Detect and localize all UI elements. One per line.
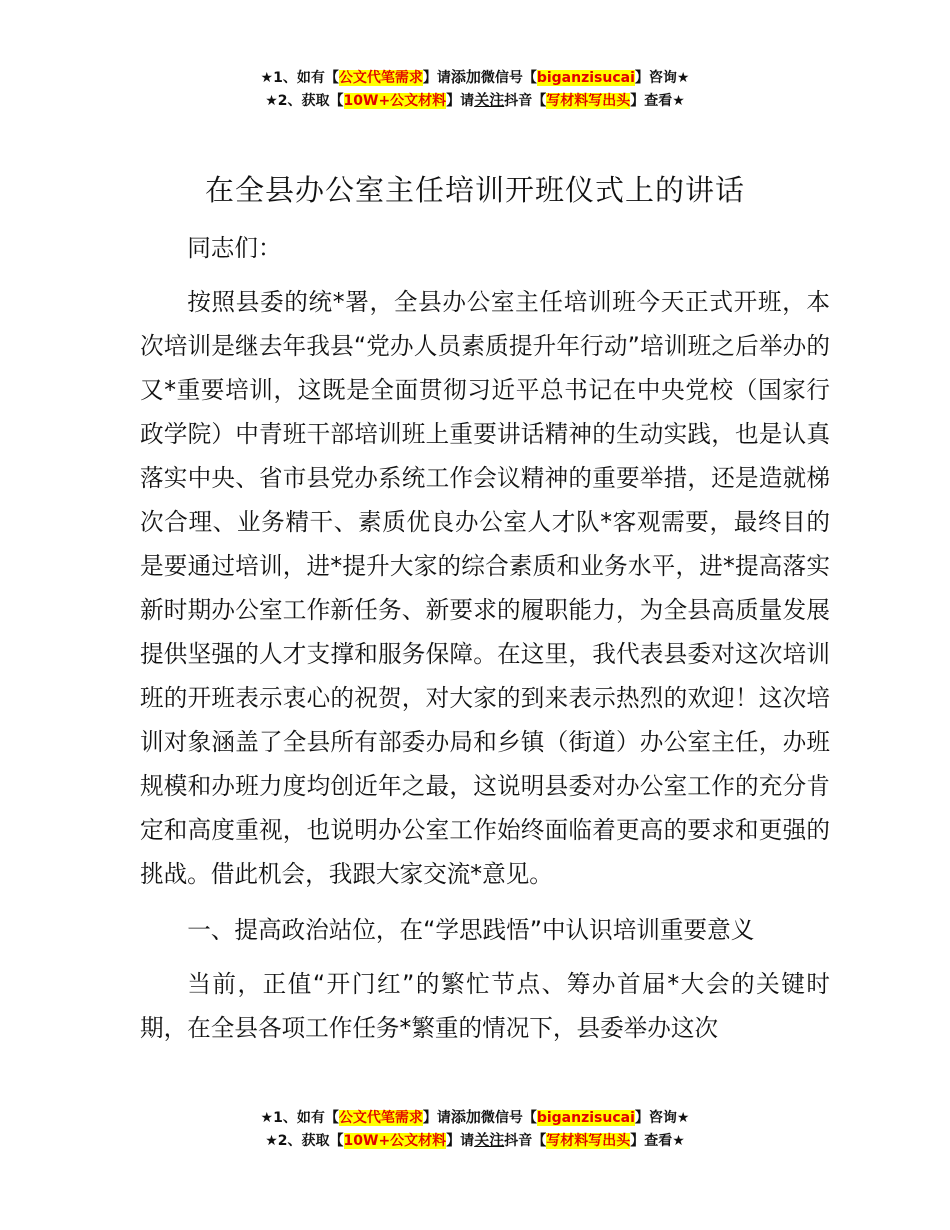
banner-line-1 bbox=[0, 1106, 950, 1129]
banner-text: 】咨询★ bbox=[634, 70, 690, 86]
banner-text: ★1、如有【 bbox=[260, 1110, 339, 1126]
banner-text: ★2、获取【 bbox=[265, 1133, 344, 1149]
highlight-text: 10W+公文材料 bbox=[343, 1133, 447, 1149]
highlight-text: 公文代笔需求 bbox=[338, 1110, 423, 1126]
banner-text: 】请 bbox=[422, 70, 451, 86]
wechat-id: biganzisucai bbox=[536, 1110, 635, 1126]
document-title: 在全县办公室主任培训开班仪式上的讲话 bbox=[204, 173, 745, 207]
banner-text: 】查看★ bbox=[630, 1133, 685, 1149]
banner-text: 抖音【 bbox=[504, 93, 547, 109]
banner-text: 添加 bbox=[450, 68, 481, 86]
banner-text: 】咨询★ bbox=[634, 1110, 690, 1126]
douyin-id: 写材料写出头 bbox=[546, 93, 631, 109]
banner-text: 】请 bbox=[422, 1110, 451, 1126]
banner-line-2 bbox=[0, 1129, 950, 1152]
banner-text: 】请 bbox=[446, 93, 475, 109]
header-banner bbox=[0, 66, 950, 112]
banner-line-2 bbox=[0, 89, 950, 112]
banner-line-1 bbox=[0, 66, 950, 89]
banner-text: 抖音【 bbox=[504, 1133, 547, 1149]
banner-text: 微信号【 bbox=[480, 1110, 537, 1126]
highlight-text: 10W+公文材料 bbox=[343, 93, 447, 109]
document-body bbox=[140, 226, 830, 1050]
footer-banner bbox=[0, 1106, 950, 1152]
paragraph: 当前，正值“开门红”的繁忙节点、筹办首届*大会的关键时期，在全县各项工作任务*繁重的情况下，县委举办这次 bbox=[140, 970, 830, 1042]
banner-text: 微信号【 bbox=[480, 70, 537, 86]
greeting: 同志们： bbox=[187, 234, 282, 262]
banner-text: ★2、获取【 bbox=[265, 93, 344, 109]
banner-text: 关注 bbox=[474, 91, 505, 109]
banner-text: ★1、如有【 bbox=[260, 70, 339, 86]
section-heading: 一、提高政治站位，在“学思践悟”中认识培训重要意义 bbox=[187, 916, 755, 944]
highlight-text: 公文代笔需求 bbox=[338, 70, 423, 86]
banner-text: 】查看★ bbox=[630, 93, 685, 109]
douyin-id: 写材料写出头 bbox=[546, 1133, 631, 1149]
banner-text: 关注 bbox=[474, 1131, 505, 1149]
banner-text: 】请 bbox=[446, 1133, 475, 1149]
banner-text: 添加 bbox=[450, 1108, 481, 1126]
paragraph: 按照县委的统*署，全县办公室主任培训班今天正式开班，本次培训是继去年我县“党办人员素质提升年行动”培训班之后举办的又*重要培训，这既是全面贯彻习近平总书记在中央党校（国家行政学院）中青班干部培训班上重要讲话精神的生动实践，也是认真落实中央、省市县党办系统工作会议精神的重要举措，还是造就梯次合理、业务精干、素质优良办公室人才队*客观需要，最终目的是要通过培训，进*提升大家的综合素质和业务水平，进*提高落实新时期办公室工作新任务、新要求的履职能力，为全县高质量发展提供坚强的人才支撑和服务保障。在这里，我代表县委对这次培训班的开班表示衷心的祝贺，对大家的到来表示热烈的欢迎！这次培训对象涵盖了全县所有部委办局和乡镇（街道）办公室主任，办班规模和办班力度均创近年之最，这说明县委对办公室工作的充分肯定和高度重视，也说明办公室工作始终面临着更高的要求和更强的挑战。借此机会，我跟大家交流*意见。 bbox=[140, 288, 830, 888]
wechat-id: biganzisucai bbox=[536, 70, 635, 86]
